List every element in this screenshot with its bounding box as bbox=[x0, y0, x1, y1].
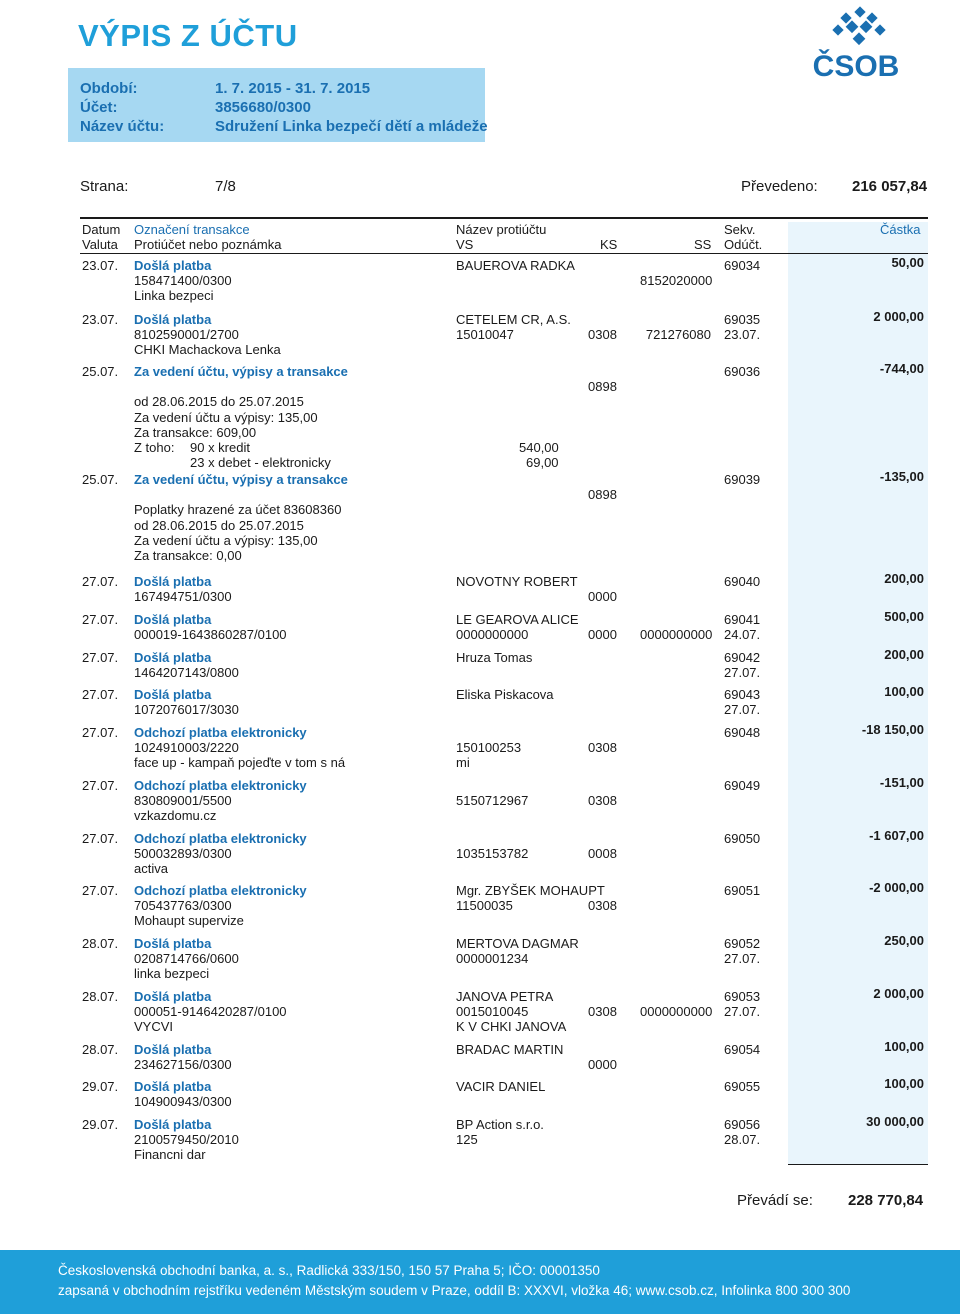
tx-type: Došlá platba bbox=[134, 1042, 212, 1057]
tx-date: 27.07. bbox=[82, 831, 119, 846]
tx-amount: 250,00 bbox=[884, 933, 924, 948]
tx-note: 1072076017/3030 bbox=[134, 702, 239, 718]
tx-counterparty: BP Action s.r.o. bbox=[456, 1117, 544, 1132]
tx-date: 27.07. bbox=[82, 883, 119, 898]
tx-oduct: 28.07. bbox=[724, 1132, 761, 1148]
tx-note: 1464207143/0800 bbox=[134, 665, 239, 681]
tx-date: 27.07. bbox=[82, 687, 119, 702]
tx-oduct: 27.07. bbox=[724, 951, 761, 967]
tx-note: activa bbox=[134, 861, 168, 877]
tx-type: Za vedení účtu, výpisy a transakce bbox=[134, 472, 348, 487]
col-oduct: Odúčt. bbox=[724, 237, 763, 252]
tx-date: 27.07. bbox=[82, 778, 119, 793]
table-header-rule bbox=[80, 253, 928, 254]
tx-note: 0208714766/0600 bbox=[134, 951, 239, 967]
tx-note: Z toho: bbox=[134, 440, 175, 455]
tx-date: 27.07. bbox=[82, 650, 119, 665]
tx-ks: 0308 bbox=[588, 793, 617, 809]
tx-type: Za vedení účtu, výpisy a transakce bbox=[134, 364, 348, 379]
tx-date: 27.07. bbox=[82, 612, 119, 627]
tx-amount: 2 000,00 bbox=[873, 986, 924, 1001]
tx-seq: 69039 bbox=[724, 472, 761, 487]
tx-date: 28.07. bbox=[82, 1042, 119, 1057]
tx-vs: 0000001234 bbox=[456, 951, 529, 967]
col-datum: Datum bbox=[82, 222, 121, 237]
col-vs: VS bbox=[456, 237, 474, 252]
tx-note: Mohaupt supervize bbox=[134, 913, 244, 929]
tx-oduct: 23.07. bbox=[724, 327, 761, 343]
tx-ks: 0000 bbox=[588, 589, 617, 605]
tx-type: Došlá platba bbox=[134, 936, 212, 951]
tx-oduct: 27.07. bbox=[724, 702, 761, 718]
tx-ss: 721276080 bbox=[645, 327, 711, 343]
tx-counterparty: NOVOTNY ROBERT bbox=[456, 574, 578, 589]
footer-line-2: zapsaná v obchodním rejstříku vedeném Městským soudem v Praze, oddíl B: XXXVI, vložka 46; www.csob.cz, Infolinka 800 300 300 bbox=[58, 1283, 851, 1298]
tx-ks: 0898 bbox=[588, 379, 617, 395]
tx-ss: 8152020000 bbox=[640, 273, 713, 289]
tx-ks: 0308 bbox=[588, 740, 617, 756]
tx-vs-note: mi bbox=[456, 755, 470, 771]
tx-note: od 28.06.2015 do 25.07.2015 bbox=[134, 517, 304, 533]
tx-type: Došlá platba bbox=[134, 687, 212, 702]
tx-note: Linka bezpeci bbox=[134, 288, 214, 304]
tx-sub-value: 540,00 bbox=[519, 440, 559, 455]
svg-text:ČSOB: ČSOB bbox=[812, 50, 900, 80]
tx-amount: 100,00 bbox=[884, 684, 924, 699]
tx-note: VYCVI bbox=[134, 1019, 174, 1035]
tx-amount: -1 607,00 bbox=[869, 828, 924, 843]
tx-oduct: 27.07. bbox=[724, 665, 761, 681]
tx-counterparty: BRADAC MARTIN bbox=[456, 1042, 564, 1057]
tx-amount: 50,00 bbox=[891, 255, 924, 270]
col-protiucet: Protiúčet nebo poznámka bbox=[134, 237, 282, 252]
tx-ks: 0898 bbox=[588, 487, 617, 503]
tx-type: Odchozí platba elektronicky bbox=[134, 831, 307, 846]
tx-date: 25.07. bbox=[82, 472, 119, 487]
account-name-label: Název účtu: bbox=[80, 118, 165, 135]
tx-type: Došlá platba bbox=[134, 258, 212, 273]
tx-date: 29.07. bbox=[82, 1079, 119, 1094]
tx-type: Došlá platba bbox=[134, 312, 212, 327]
tx-oduct: 24.07. bbox=[724, 627, 761, 643]
tx-note: 705437763/0300 bbox=[134, 898, 232, 914]
tx-type: Odchozí platba elektronicky bbox=[134, 778, 307, 793]
col-ss: SS bbox=[694, 237, 712, 252]
account-value: 3856680/0300 bbox=[215, 99, 311, 116]
tx-vs: 15010047 bbox=[456, 327, 514, 343]
tx-type: Došlá platba bbox=[134, 989, 212, 1004]
tx-vs: 0000000000 bbox=[456, 627, 529, 643]
tx-note: 158471400/0300 bbox=[134, 273, 232, 289]
tx-amount: -135,00 bbox=[879, 469, 924, 484]
tx-type: Došlá platba bbox=[134, 650, 212, 665]
tx-note: Poplatky hrazené za účet 83608360 bbox=[134, 502, 342, 518]
tx-vs: 125 bbox=[456, 1132, 478, 1148]
col-valuta: Valuta bbox=[82, 237, 118, 252]
tx-ss: 0000000000 bbox=[640, 627, 713, 643]
tx-note: Za transakce: 609,00 bbox=[134, 424, 257, 440]
tx-seq: 69055 bbox=[724, 1079, 761, 1094]
tx-date: 23.07. bbox=[82, 312, 119, 327]
tx-seq: 69034 bbox=[724, 258, 761, 273]
tx-note: vzkazdomu.cz bbox=[134, 808, 217, 824]
carried-label: Převedeno: bbox=[741, 178, 818, 195]
tx-amount: 200,00 bbox=[884, 571, 924, 586]
tx-date: 29.07. bbox=[82, 1117, 119, 1132]
period-value: 1. 7. 2015 - 31. 7. 2015 bbox=[215, 80, 371, 97]
tx-sub-label: 23 x debet - elektronicky bbox=[190, 455, 331, 471]
tx-counterparty: Hruza Tomas bbox=[456, 650, 533, 665]
tx-note: od 28.06.2015 do 25.07.2015 bbox=[134, 394, 304, 410]
tx-counterparty: BAUEROVA RADKA bbox=[456, 258, 575, 273]
period-label: Období: bbox=[80, 80, 138, 97]
tx-date: 23.07. bbox=[82, 258, 119, 273]
tx-seq: 69041 bbox=[724, 612, 761, 627]
tx-date: 28.07. bbox=[82, 936, 119, 951]
tx-date: 28.07. bbox=[82, 989, 119, 1004]
tx-note: 000019-1643860287/0100 bbox=[134, 627, 287, 643]
tx-seq: 69043 bbox=[724, 687, 761, 702]
tx-counterparty: LE GEAROVA ALICE bbox=[456, 612, 579, 627]
tx-sub-value: 69,00 bbox=[526, 455, 559, 471]
account-label: Účet: bbox=[80, 99, 118, 116]
col-sekv: Sekv. bbox=[724, 222, 756, 237]
tx-counterparty: CETELEM CR, A.S. bbox=[456, 312, 571, 327]
tx-oduct: 27.07. bbox=[724, 1004, 761, 1020]
tx-note: CHKI Machackova Lenka bbox=[134, 342, 281, 358]
tx-ks: 0308 bbox=[588, 1004, 617, 1020]
tx-note: face up - kampaň pojeďte v tom s ná bbox=[134, 755, 346, 771]
tx-seq: 69056 bbox=[724, 1117, 761, 1132]
tx-vs: 1035153782 bbox=[456, 846, 529, 862]
tx-type: Došlá platba bbox=[134, 612, 212, 627]
tx-seq: 69048 bbox=[724, 725, 761, 740]
tx-type: Odchozí platba elektronicky bbox=[134, 883, 307, 898]
tx-counterparty: Mgr. ZBYŠEK MOHAUPT bbox=[456, 883, 605, 898]
tx-counterparty: JANOVA PETRA bbox=[456, 989, 554, 1004]
tx-note: 1024910003/2220 bbox=[134, 740, 239, 756]
page-number: 7/8 bbox=[215, 178, 236, 195]
tx-vs: 11500035 bbox=[456, 898, 513, 914]
table-top-rule bbox=[80, 217, 928, 219]
tx-vs: 0015010045 bbox=[456, 1004, 529, 1020]
tx-amount: 200,00 bbox=[884, 647, 924, 662]
tx-amount: 100,00 bbox=[884, 1076, 924, 1091]
col-nazev: Název protiúčtu bbox=[456, 222, 547, 237]
tx-seq: 69051 bbox=[724, 883, 761, 898]
page-title: VÝPIS Z ÚČTU bbox=[78, 18, 298, 53]
tx-note: 104900943/0300 bbox=[134, 1094, 232, 1110]
tx-seq: 69049 bbox=[724, 778, 761, 793]
tx-seq: 69035 bbox=[724, 312, 761, 327]
tx-ks: 0308 bbox=[588, 898, 617, 914]
tx-amount: -151,00 bbox=[879, 775, 924, 790]
carry-forward-label: Převádí se: bbox=[737, 1192, 813, 1209]
col-castka: Částka bbox=[880, 222, 921, 237]
footer-bar bbox=[0, 1250, 960, 1314]
col-ks: KS bbox=[600, 237, 618, 252]
tx-note: 500032893/0300 bbox=[134, 846, 232, 862]
tx-note: Financni dar bbox=[134, 1147, 206, 1163]
tx-ks: 0008 bbox=[588, 846, 617, 862]
tx-ss: 0000000000 bbox=[640, 1004, 713, 1020]
tx-ks: 0308 bbox=[588, 327, 617, 343]
tx-note: 234627156/0300 bbox=[134, 1057, 232, 1073]
tx-amount: 500,00 bbox=[884, 609, 924, 624]
tx-ks: 0000 bbox=[588, 1057, 617, 1073]
tx-amount: -2 000,00 bbox=[869, 880, 924, 895]
tx-note: 8102590001/2700 bbox=[134, 327, 239, 343]
carried-value: 216 057,84 bbox=[852, 178, 928, 195]
tx-type: Došlá platba bbox=[134, 1079, 212, 1094]
tx-note: 000051-9146420287/0100 bbox=[134, 1004, 287, 1020]
tx-seq: 69053 bbox=[724, 989, 761, 1004]
tx-vs-note: K V CHKI JANOVA bbox=[456, 1019, 567, 1035]
tx-counterparty: MERTOVA DAGMAR bbox=[456, 936, 579, 951]
tx-vs: 150100253 bbox=[456, 740, 522, 756]
tx-note: Za vedení účtu a výpisy: 135,00 bbox=[134, 532, 318, 548]
tx-date: 27.07. bbox=[82, 725, 119, 740]
tx-type: Došlá platba bbox=[134, 574, 212, 589]
table-bottom-rule bbox=[788, 1164, 928, 1165]
carry-forward-value: 228 770,84 bbox=[848, 1192, 924, 1209]
tx-note: 167494751/0300 bbox=[134, 589, 232, 605]
col-oznaceni: Označení transakce bbox=[134, 222, 250, 237]
tx-seq: 69036 bbox=[724, 364, 761, 379]
tx-type: Odchozí platba elektronicky bbox=[134, 725, 307, 740]
tx-ks: 0000 bbox=[588, 627, 617, 643]
tx-counterparty: VACIR DANIEL bbox=[456, 1079, 546, 1094]
tx-date: 27.07. bbox=[82, 574, 119, 589]
tx-seq: 69054 bbox=[724, 1042, 761, 1057]
tx-amount: 30 000,00 bbox=[866, 1114, 924, 1129]
tx-note: Za transakce: 0,00 bbox=[134, 548, 242, 563]
tx-amount: -18 150,00 bbox=[861, 722, 924, 737]
tx-note: 830809001/5500 bbox=[134, 793, 232, 809]
page-label: Strana: bbox=[80, 178, 129, 195]
tx-note: 2100579450/2010 bbox=[134, 1132, 239, 1148]
tx-amount: 100,00 bbox=[884, 1039, 924, 1054]
tx-seq: 69052 bbox=[724, 936, 761, 951]
tx-seq: 69042 bbox=[724, 650, 761, 665]
account-name-value: Sdružení Linka bezpečí dětí a mládeže bbox=[215, 118, 488, 135]
csob-logo bbox=[808, 6, 904, 80]
tx-amount: 2 000,00 bbox=[873, 309, 924, 324]
tx-seq: 69040 bbox=[724, 574, 761, 589]
tx-counterparty: Eliska Piskacova bbox=[456, 687, 554, 702]
tx-date: 25.07. bbox=[82, 364, 119, 379]
tx-note: Za vedení účtu a výpisy: 135,00 bbox=[134, 409, 318, 425]
tx-seq: 69050 bbox=[724, 831, 761, 846]
footer-line-1: Československá obchodní banka, a. s., Radlická 333/150, 150 57 Praha 5; IČO: 00001350 bbox=[58, 1263, 600, 1278]
tx-vs: 5150712967 bbox=[456, 793, 529, 809]
tx-amount: -744,00 bbox=[879, 361, 924, 376]
tx-note: linka bezpeci bbox=[134, 966, 210, 982]
tx-type: Došlá platba bbox=[134, 1117, 212, 1132]
tx-sub-label: 90 x kredit bbox=[190, 440, 250, 455]
